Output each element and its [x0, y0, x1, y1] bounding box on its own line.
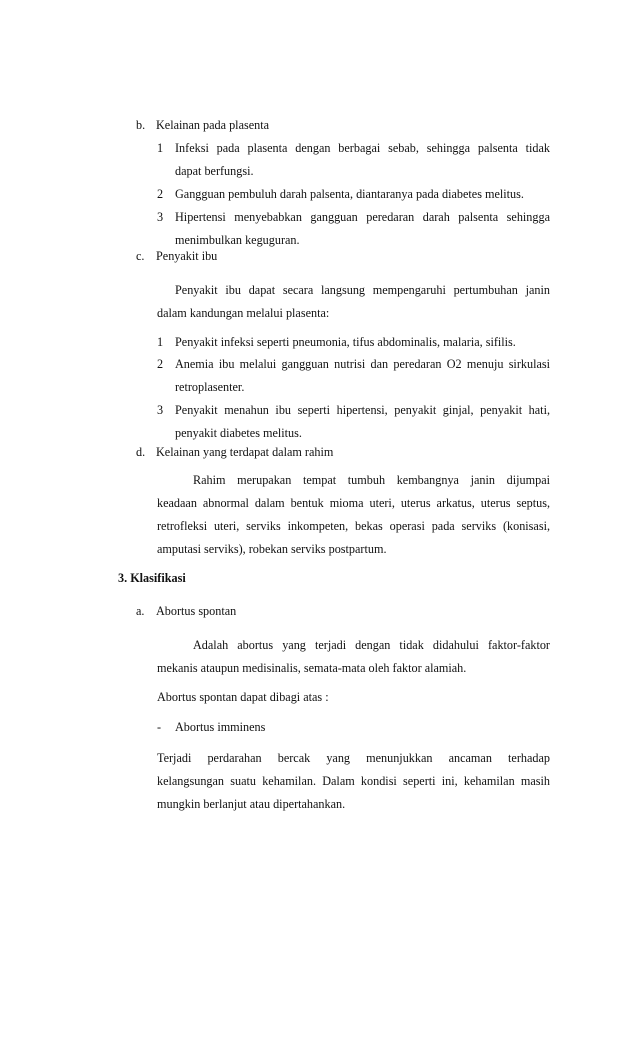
- section-3a-note: Abortus spontan dapat dibagi atas :: [157, 690, 329, 704]
- section-d-paragraph-line-4: amputasi serviks), robekan serviks postpartum.: [157, 542, 387, 556]
- section-c-item-1-line-1: Penyakit infeksi seperti pneumonia, tifus abdominalis, malaria, sifilis.: [175, 335, 516, 349]
- section-d-paragraph-line-3: retrofleksi uteri, serviks inkompeten, bekas operasi pada serviks (konisasi,: [157, 519, 550, 533]
- section-b-item-1-number: 1: [157, 141, 164, 155]
- section-c-item-1-number: 1: [157, 335, 164, 349]
- section-3a-title: Abortus spontan: [156, 604, 237, 618]
- section-d-marker: d.: [136, 445, 146, 459]
- section-b-item-3-line-1: Hipertensi menyebabkan gangguan peredaran darah palsenta sehingga: [175, 210, 550, 224]
- section-3a-description-line-3: mungkin berlanjut atau dipertahankan.: [157, 797, 346, 811]
- section-c-paragraph-line-1: Penyakit ibu dapat secara langsung mempengaruhi pertumbuhan janin: [175, 283, 550, 297]
- section-3a-description-line-2: kelangsungan suatu kehamilan. Dalam kondisi seperti ini, kehamilan masih: [157, 774, 550, 788]
- section-c-item-3-number: 3: [157, 403, 164, 417]
- section-b-item-3-line-2: menimbulkan keguguran.: [175, 233, 300, 247]
- section-b-marker: b.: [136, 118, 146, 132]
- section-b-item-3-number: 3: [157, 210, 164, 224]
- section-d-paragraph-line-1: Rahim merupakan tempat tumbuh kembangnya janin dijumpai: [193, 473, 550, 487]
- section-b-title: Kelainan pada plasenta: [156, 118, 270, 132]
- section-b-item-2-number: 2: [157, 187, 164, 201]
- section-3-heading: 3. Klasifikasi: [118, 571, 186, 585]
- section-c-item-2-line-1: Anemia ibu melalui gangguan nutrisi dan peredaran O2 menuju sirkulasi: [175, 357, 550, 371]
- section-b-item-1-line-1: Infeksi pada plasenta dengan berbagai sebab, sehingga palsenta tidak: [175, 141, 550, 155]
- section-c-title: Penyakit ibu: [156, 249, 218, 263]
- section-3a-dash-item: Abortus imminens: [175, 720, 266, 734]
- section-c-paragraph-line-2: dalam kandungan melalui plasenta:: [157, 306, 330, 320]
- section-3a-dash-marker: -: [157, 720, 162, 734]
- section-b-item-2-line-1: Gangguan pembuluh darah palsenta, diantaranya pada diabetes melitus.: [175, 187, 524, 201]
- section-c-item-2-line-2: retroplasenter.: [175, 380, 245, 394]
- section-3a-paragraph-line-1: Adalah abortus yang terjadi dengan tidak didahului faktor-faktor: [193, 638, 550, 652]
- section-c-item-3-line-2: penyakit diabetes melitus.: [175, 426, 302, 440]
- section-d-paragraph-line-2: keadaan abnormal dalam bentuk mioma uteri, uterus arkatus, uterus septus,: [157, 496, 550, 510]
- section-c-item-2-number: 2: [157, 357, 164, 371]
- section-b-item-1-line-2: dapat berfungsi.: [175, 164, 254, 178]
- section-3a-marker: a.: [136, 604, 145, 618]
- section-3a-description-line-1: Terjadi perdarahan bercak yang menunjukkan ancaman terhadap: [157, 751, 550, 765]
- section-3a-paragraph-line-2: mekanis ataupun medisinalis, semata-mata oleh faktor alamiah.: [157, 661, 467, 675]
- section-c-marker: c.: [136, 249, 145, 263]
- section-c-item-3-line-1: Penyakit menahun ibu seperti hipertensi, penyakit ginjal, penyakit hati,: [175, 403, 550, 417]
- section-d-title: Kelainan yang terdapat dalam rahim: [156, 445, 334, 459]
